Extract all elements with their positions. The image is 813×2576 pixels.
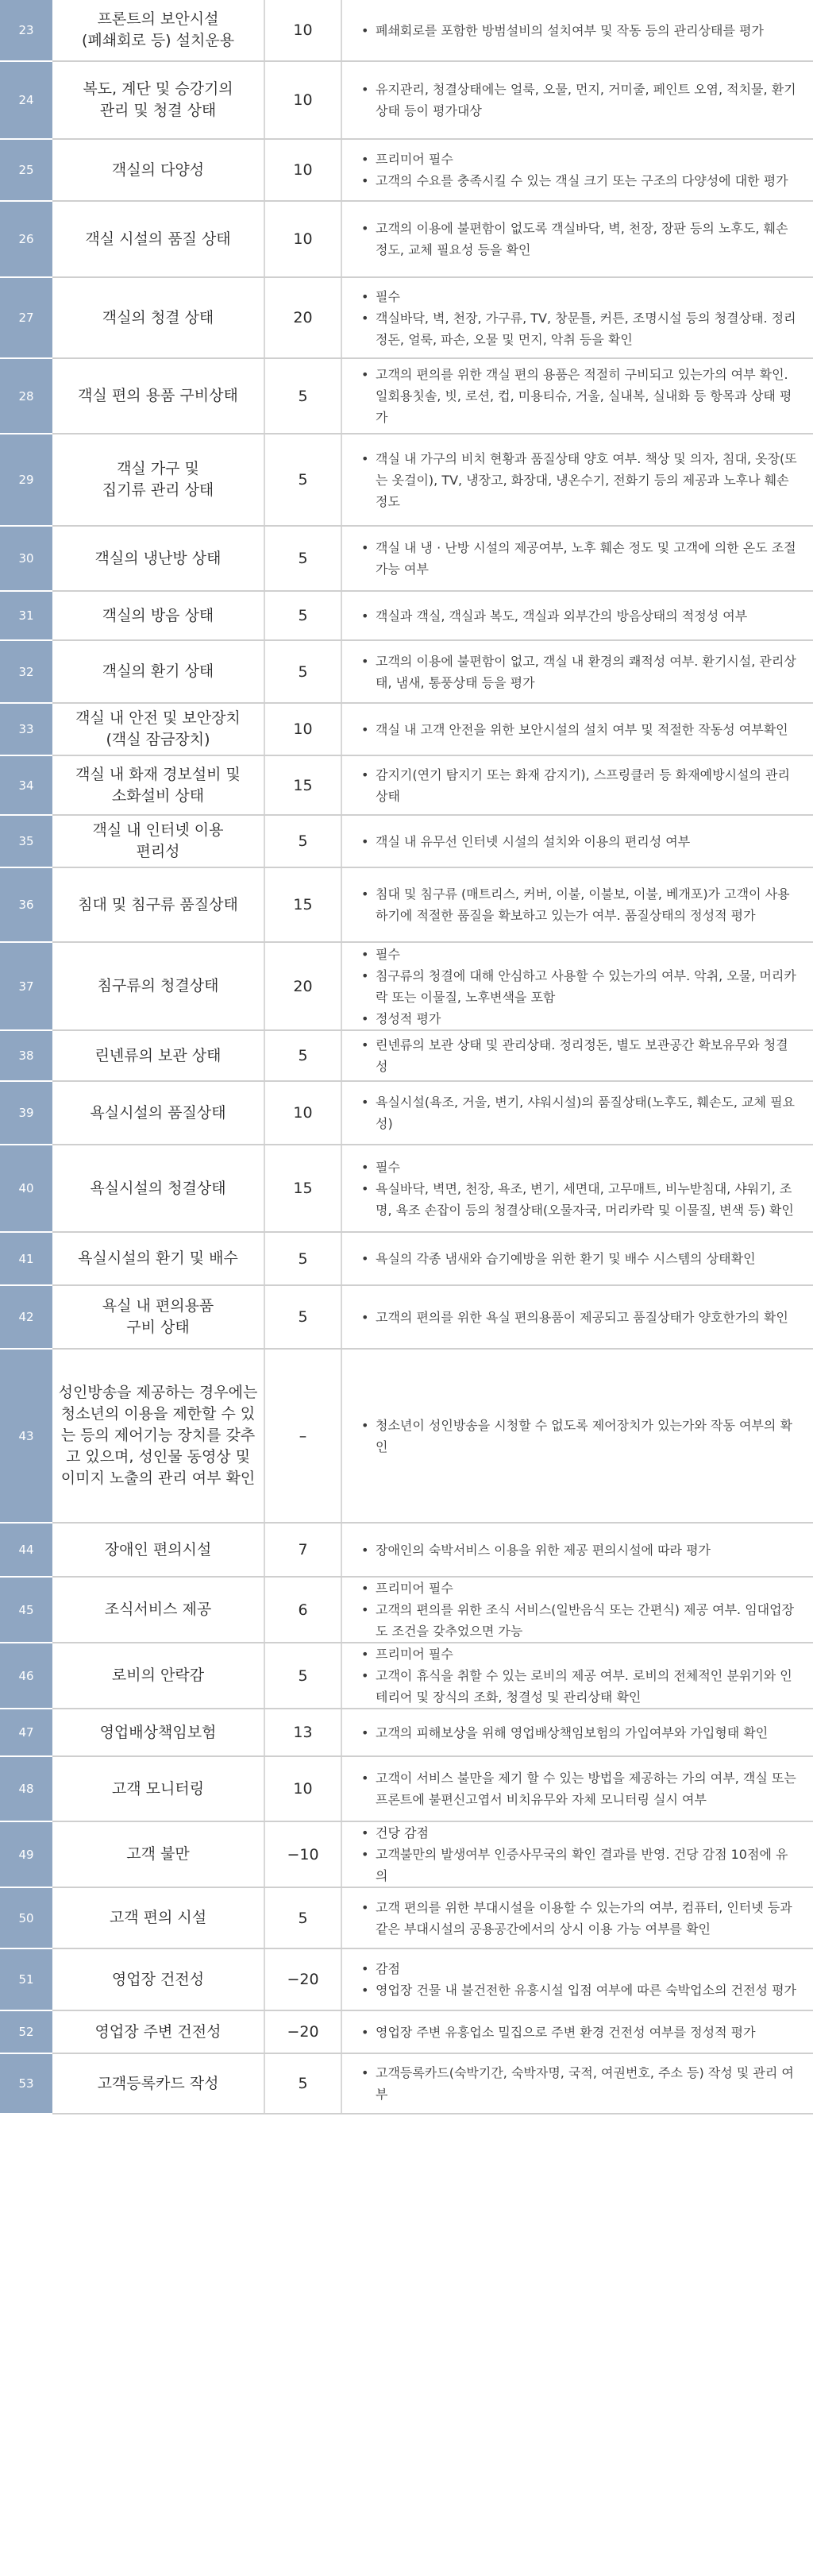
description-bullet: • 고객의 편의를 위한 욕실 편의용품이 제공되고 품질상태가 양호한가의 확인	[361, 1307, 799, 1328]
score-cell: 5	[264, 1643, 341, 1709]
description-bullet: • 프리미어 필수	[361, 1578, 799, 1599]
table-row	[0, 434, 813, 526]
evaluation-item-line: 객실의 다양성	[111, 160, 205, 179]
evaluation-item	[52, 0, 264, 61]
row-number: 50	[0, 1887, 52, 1948]
description-list	[361, 1415, 799, 1458]
evaluation-item-line: (객실 잠금장치)	[106, 731, 210, 748]
evaluation-description	[341, 1887, 813, 1948]
evaluation-item-line: 고객등록카드 작성	[97, 2074, 219, 2092]
evaluation-description	[341, 2053, 813, 2114]
description-bullet: • 유지관리, 청결상태에는 얼룩, 오물, 먼지, 거미줄, 페인트 오염, 적치물, 환기상태 등이 평가대상	[361, 79, 799, 122]
description-list	[361, 1248, 799, 1269]
evaluation-item	[52, 640, 264, 703]
description-list	[361, 149, 799, 191]
description-bullet: • 객실 내 고객 안전을 위한 보안시설의 설치 여부 및 적절한 작동성 여부확인	[361, 719, 799, 740]
evaluation-description	[341, 526, 813, 591]
evaluation-description	[341, 277, 813, 358]
evaluation-item-line: 객실의 방음 상태	[102, 606, 214, 624]
evaluation-item	[52, 703, 264, 755]
description-bullet: • 필수	[361, 944, 799, 965]
evaluation-item	[52, 1285, 264, 1349]
description-bullet: • 영업장 건물 내 불건전한 유흥시설 입점 여부에 따른 숙박업소의 건전성 평가	[361, 1979, 799, 2001]
row-number: 32	[0, 640, 52, 703]
row-number: 25	[0, 139, 52, 201]
evaluation-item	[52, 201, 264, 277]
score-cell: 5	[264, 526, 341, 591]
evaluation-item	[52, 358, 264, 434]
score-cell: 5	[264, 434, 341, 526]
evaluation-item	[52, 1821, 264, 1887]
score-cell: 6	[264, 1577, 341, 1643]
row-number: 41	[0, 1232, 52, 1285]
evaluation-description	[341, 1821, 813, 1887]
score-cell: 5	[264, 1285, 341, 1349]
table-row	[0, 1643, 813, 1709]
score-cell: 10	[264, 0, 341, 61]
row-number: 53	[0, 2053, 52, 2114]
row-number: 43	[0, 1349, 52, 1523]
evaluation-item-line: 객실 내 안전 및 보안장치	[75, 709, 241, 727]
evaluation-description	[341, 1523, 813, 1577]
row-number: 45	[0, 1577, 52, 1643]
table-row	[0, 1081, 813, 1145]
description-list	[361, 1539, 799, 1561]
evaluation-item	[52, 139, 264, 201]
description-list	[361, 1722, 799, 1744]
table-row	[0, 201, 813, 277]
evaluation-item-line: 복도, 계단 및 승강기의	[83, 80, 233, 98]
description-bullet: • 고객 편의를 위한 부대시설을 이용할 수 있는가의 여부, 컴퓨터, 인터넷 등과 같은 부대시설의 공용공간에서의 상시 이용 가능 여부를 확인	[361, 1897, 799, 1940]
description-list	[361, 20, 799, 41]
evaluation-item-line: 로비의 안락감	[111, 1666, 205, 1684]
evaluation-description	[341, 703, 813, 755]
description-list	[361, 218, 799, 261]
evaluation-item-line: 장애인 편의시설	[104, 1540, 212, 1558]
evaluation-item	[52, 867, 264, 942]
evaluation-item-line: 프론트의 보안시설	[97, 10, 219, 28]
score-cell: 5	[264, 815, 341, 867]
evaluation-item-line: 편리성	[136, 843, 180, 860]
evaluation-item-line: 객실 가구 및	[117, 460, 199, 477]
evaluation-item-line: 린넨류의 보관 상태	[94, 1046, 222, 1064]
score-cell: –	[264, 1349, 341, 1523]
table-row	[0, 277, 813, 358]
evaluation-item-line: 객실 시설의 품질 상태	[85, 230, 231, 248]
description-list	[361, 651, 799, 693]
score-cell: 5	[264, 1232, 341, 1285]
row-number: 51	[0, 1948, 52, 2010]
evaluation-item-line: 욕실시설의 품질상태	[90, 1103, 226, 1122]
evaluation-description	[341, 201, 813, 277]
description-bullet: • 고객등록카드(숙박기간, 숙박자명, 국적, 여권번호, 주소 등) 작성 및 관리 여부	[361, 2062, 799, 2105]
description-list	[361, 883, 799, 926]
description-bullet: • 프리미어 필수	[361, 149, 799, 170]
score-cell: 10	[264, 61, 341, 139]
score-cell: 15	[264, 755, 341, 815]
row-number: 24	[0, 61, 52, 139]
evaluation-item-line: 침구류의 청결상태	[97, 977, 219, 994]
evaluation-description	[341, 1577, 813, 1643]
table-row	[0, 358, 813, 434]
row-number: 37	[0, 942, 52, 1030]
table-row	[0, 1887, 813, 1948]
row-number: 28	[0, 358, 52, 434]
evaluation-description	[341, 358, 813, 434]
description-bullet: • 욕실시설(욕조, 거울, 변기, 샤워시설)의 품질상태(노후도, 훼손도, 교체 필요성)	[361, 1091, 799, 1134]
table-row	[0, 815, 813, 867]
score-cell: 15	[264, 1145, 341, 1232]
evaluation-description	[341, 867, 813, 942]
table-row	[0, 1577, 813, 1643]
evaluation-item-line: 객실 내 인터넷 이용	[92, 821, 224, 839]
evaluation-description	[341, 0, 813, 61]
description-bullet: • 욕실의 각종 냄새와 습기예방을 위한 환기 및 배수 시스템의 상태확인	[361, 1248, 799, 1269]
description-bullet: • 고객불만의 발생여부 인증사무국의 확인 결과를 반영. 건당 감점 10점에 유의	[361, 1844, 799, 1887]
description-bullet: • 장애인의 숙박서비스 이용을 위한 제공 편의시설에 따라 평가	[361, 1539, 799, 1561]
table-row	[0, 1232, 813, 1285]
evaluation-item	[52, 591, 264, 640]
description-list	[361, 1767, 799, 1810]
score-cell: 10	[264, 703, 341, 755]
table-row	[0, 755, 813, 815]
description-list	[361, 1157, 799, 1221]
description-list	[361, 1091, 799, 1134]
evaluation-description	[341, 1643, 813, 1709]
evaluation-item-line: 고객 편의 시설	[109, 1909, 207, 1926]
evaluation-item	[52, 526, 264, 591]
table-row	[0, 1285, 813, 1349]
description-bullet: • 고객이 휴식을 취할 수 있는 로비의 제공 여부. 로비의 전체적인 분위기와 인테리어 및 장식의 조화, 청결성 및 관리상태 확인	[361, 1665, 799, 1708]
score-cell: 5	[264, 640, 341, 703]
row-number: 39	[0, 1081, 52, 1145]
description-list	[361, 831, 799, 852]
table-row	[0, 1145, 813, 1232]
description-list	[361, 1034, 799, 1077]
row-number: 36	[0, 867, 52, 942]
row-number: 23	[0, 0, 52, 61]
table-row	[0, 1709, 813, 1756]
evaluation-item	[52, 1349, 264, 1523]
score-cell: 10	[264, 201, 341, 277]
score-cell: 5	[264, 358, 341, 434]
description-bullet: • 린넨류의 보관 상태 및 관리상태. 정리정돈, 별도 보관공간 확보유무와 청결성	[361, 1034, 799, 1077]
description-list	[361, 79, 799, 122]
row-number: 42	[0, 1285, 52, 1349]
evaluation-item-line: 소화설비 상태	[111, 786, 205, 805]
row-number: 44	[0, 1523, 52, 1577]
description-list	[361, 1897, 799, 1940]
description-list	[361, 2062, 799, 2105]
evaluation-item-line: 성인방송을 제공하는 경우에는 청소년의 이용을 제한할 수 있는 등의 제어기능 장치를 갖추고 있으며, 성인물 동영상 및 이미지 노출의 관리 여부 확인	[58, 1384, 258, 1487]
score-cell: 20	[264, 277, 341, 358]
evaluation-item-line: 집기류 관리 상태	[102, 481, 214, 499]
score-cell: 10	[264, 1081, 341, 1145]
description-list	[361, 1822, 799, 1887]
evaluation-item	[52, 2053, 264, 2114]
score-cell: 5	[264, 1030, 341, 1081]
row-number: 29	[0, 434, 52, 526]
score-cell: 10	[264, 1756, 341, 1821]
evaluation-item-line: 조식서비스 제공	[104, 1601, 212, 1618]
evaluation-item	[52, 1030, 264, 1081]
score-cell: −20	[264, 1948, 341, 2010]
evaluation-item	[52, 942, 264, 1030]
description-list	[361, 1307, 799, 1328]
evaluation-item	[52, 1709, 264, 1756]
score-cell: −10	[264, 1821, 341, 1887]
evaluation-item-line: 영업배상책임보험	[99, 1723, 217, 1741]
table-row	[0, 2053, 813, 2114]
evaluation-description	[341, 139, 813, 201]
table-row	[0, 0, 813, 61]
row-number: 49	[0, 1821, 52, 1887]
description-bullet: • 객실과 객실, 객실과 복도, 객실과 외부간의 방음상태의 적정성 여부	[361, 605, 799, 627]
score-cell: −20	[264, 2010, 341, 2053]
row-number: 48	[0, 1756, 52, 1821]
description-bullet: • 프리미어 필수	[361, 1643, 799, 1665]
evaluation-description	[341, 1145, 813, 1232]
row-number: 40	[0, 1145, 52, 1232]
description-list	[361, 1958, 799, 2001]
description-list	[361, 764, 799, 807]
evaluation-item-line: 객실 내 화재 경보설비 및	[75, 765, 241, 783]
table-row	[0, 2010, 813, 2053]
table-row	[0, 526, 813, 591]
row-number: 47	[0, 1709, 52, 1756]
evaluation-item	[52, 277, 264, 358]
description-bullet: • 고객의 이용에 불편함이 없도록 객실바닥, 벽, 천장, 장판 등의 노후도, 훼손 정도, 교체 필요성 등을 확인	[361, 218, 799, 261]
evaluation-item-line: 고객 모니터링	[111, 1779, 205, 1798]
row-number: 27	[0, 277, 52, 358]
table-row	[0, 1030, 813, 1081]
description-list	[361, 448, 799, 512]
description-bullet: • 고객이 서비스 불만을 제기 할 수 있는 방법을 제공하는 가의 여부, 객실 또는 프론트에 불편신고엽서 비치유무와 자체 모니터링 실시 여부	[361, 1767, 799, 1810]
evaluation-item	[52, 1577, 264, 1643]
table-row	[0, 1349, 813, 1523]
description-bullet: • 필수	[361, 1157, 799, 1178]
evaluation-description	[341, 61, 813, 139]
description-bullet: • 고객의 피해보상을 위해 영업배상책임보험의 가입여부와 가입형태 확인	[361, 1722, 799, 1744]
description-bullet: • 침대 및 침구류 (매트리스, 커버, 이불, 이불보, 이불, 베개포)가 고객이 사용하기에 적절한 품질을 확보하고 있는가 여부. 품질상태의 정성적 평가	[361, 883, 799, 926]
row-number: 31	[0, 591, 52, 640]
row-number: 38	[0, 1030, 52, 1081]
evaluation-item-line: 영업장 주변 건전성	[94, 2022, 222, 2041]
description-list	[361, 286, 799, 350]
description-bullet: • 고객의 편의를 위한 객실 편의 용품은 적절히 구비되고 있는가의 여부 확인. 일회용칫솔, 빗, 로션, 컵, 미용티슈, 거울, 실내복, 실내화 등 항목과 상태 평가	[361, 364, 799, 428]
row-number: 35	[0, 815, 52, 867]
evaluation-item	[52, 2010, 264, 2053]
evaluation-item	[52, 1643, 264, 1709]
description-list	[361, 944, 799, 1029]
score-cell: 20	[264, 942, 341, 1030]
description-bullet: • 객실바닥, 벽, 천장, 가구류, TV, 창문틀, 커튼, 조명시설 등의 청결상태. 정리정돈, 얼룩, 파손, 오물 및 먼지, 악취 등을 확인	[361, 307, 799, 350]
table-row	[0, 703, 813, 755]
evaluation-item	[52, 434, 264, 526]
table-row	[0, 139, 813, 201]
description-bullet: • 건당 감점	[361, 1822, 799, 1844]
evaluation-item-line: 관리 및 청결 상태	[99, 102, 217, 119]
evaluation-item-line: 고객 불만	[126, 1845, 190, 1863]
evaluation-description	[341, 755, 813, 815]
description-bullet: • 정성적 평가	[361, 1008, 799, 1029]
evaluation-item	[52, 755, 264, 815]
evaluation-item-line: 영업장 건전성	[111, 1970, 205, 1988]
evaluation-description	[341, 1756, 813, 1821]
evaluation-description	[341, 434, 813, 526]
table-row	[0, 591, 813, 640]
table-row	[0, 640, 813, 703]
description-bullet: • 객실 내 유무선 인터넷 시설의 설치와 이용의 편리성 여부	[361, 831, 799, 852]
description-list	[361, 364, 799, 428]
description-list	[361, 1578, 799, 1642]
evaluation-description	[341, 2010, 813, 2053]
table-row	[0, 61, 813, 139]
table-row	[0, 867, 813, 942]
evaluation-item	[52, 815, 264, 867]
table-row	[0, 1821, 813, 1887]
evaluation-description	[341, 1232, 813, 1285]
score-cell: 13	[264, 1709, 341, 1756]
description-bullet: • 영업장 주변 유흥업소 밀집으로 주변 환경 건전성 여부를 정성적 평가	[361, 2022, 799, 2043]
table-row	[0, 1756, 813, 1821]
evaluation-item	[52, 61, 264, 139]
table-row	[0, 1523, 813, 1577]
table-row	[0, 1948, 813, 2010]
evaluation-item-line: 욕실 내 편의용품	[102, 1297, 214, 1315]
evaluation-item	[52, 1523, 264, 1577]
evaluation-description	[341, 1709, 813, 1756]
description-list	[361, 537, 799, 580]
row-number: 52	[0, 2010, 52, 2053]
description-bullet: • 침구류의 청결에 대해 안심하고 사용할 수 있는가의 여부. 악취, 오물, 머리카락 또는 이물질, 노후변색을 포함	[361, 965, 799, 1008]
score-cell: 5	[264, 2053, 341, 2114]
description-bullet: • 욕실바닥, 벽면, 천장, 욕조, 변기, 세면대, 고무매트, 비누받침대, 샤워기, 조명, 욕조 손잡이 등의 청결상태(오물자국, 머리카락 및 이물질, 변색 등) 확인	[361, 1178, 799, 1221]
description-bullet: • 필수	[361, 286, 799, 307]
score-cell: 15	[264, 867, 341, 942]
row-number: 26	[0, 201, 52, 277]
score-cell: 5	[264, 591, 341, 640]
description-list	[361, 605, 799, 627]
description-bullet: • 객실 내 가구의 비치 현황과 품질상태 양호 여부. 책상 및 의자, 침대, 옷장(또는 옷걸이), TV, 냉장고, 화장대, 냉온수기, 전화기 등의 제공과 노후나 훼손 정도	[361, 448, 799, 512]
description-bullet: • 감지기(연기 탐지기 또는 화재 감지기), 스프링클러 등 화재예방시설의 관리상태	[361, 764, 799, 807]
evaluation-item	[52, 1756, 264, 1821]
description-bullet: • 감점	[361, 1958, 799, 1979]
evaluation-item	[52, 1145, 264, 1232]
evaluation-description	[341, 591, 813, 640]
row-number: 34	[0, 755, 52, 815]
evaluation-item	[52, 1081, 264, 1145]
evaluation-description	[341, 1948, 813, 2010]
table-row	[0, 942, 813, 1030]
evaluation-description	[341, 1081, 813, 1145]
evaluation-description	[341, 1285, 813, 1349]
evaluation-description	[341, 815, 813, 867]
score-cell: 10	[264, 139, 341, 201]
evaluation-description	[341, 1030, 813, 1081]
evaluation-description	[341, 1349, 813, 1523]
evaluation-item-line: 침대 및 침구류 품질상태	[78, 895, 238, 913]
evaluation-item	[52, 1948, 264, 2010]
description-list	[361, 2022, 799, 2043]
score-cell: 7	[264, 1523, 341, 1577]
score-cell: 5	[264, 1887, 341, 1948]
evaluation-item-line: 객실의 냉난방 상태	[94, 549, 222, 567]
evaluation-item-line: 객실의 청결 상태	[102, 308, 214, 326]
evaluation-item	[52, 1232, 264, 1285]
description-bullet: • 고객의 수요를 충족시킬 수 있는 객실 크기 또는 구조의 다양성에 대한 평가	[361, 170, 799, 191]
description-bullet: • 고객의 이용에 불편함이 없고, 객실 내 환경의 쾌적성 여부. 환기시설, 관리상태, 냄새, 통풍상태 등을 평가	[361, 651, 799, 693]
evaluation-item-line: 객실 편의 용품 구비상태	[78, 387, 238, 404]
description-bullet: • 청소년이 성인방송을 시청할 수 없도록 제어장치가 있는가와 작동 여부의 확인	[361, 1415, 799, 1458]
description-bullet: • 폐쇄회로를 포함한 방범설비의 설치여부 및 작동 등의 관리상태를 평가	[361, 20, 799, 41]
row-number: 33	[0, 703, 52, 755]
description-list	[361, 719, 799, 740]
row-number: 46	[0, 1643, 52, 1709]
evaluation-item-line: 구비 상태	[126, 1319, 190, 1336]
row-number: 30	[0, 526, 52, 591]
evaluation-item-line: 욕실시설의 청결상태	[90, 1179, 226, 1197]
description-bullet: • 고객의 편의를 위한 조식 서비스(일반음식 또는 간편식) 제공 여부. 임대업장도 조건을 갖추었으면 가능	[361, 1599, 799, 1642]
description-list	[361, 1643, 799, 1708]
evaluation-description	[341, 942, 813, 1030]
evaluation-item-line: 객실의 환기 상태	[102, 662, 214, 680]
evaluation-item-line: (폐쇄회로 등) 설치운용	[81, 32, 235, 49]
description-bullet: • 객실 내 냉 · 난방 시설의 제공여부, 노후 훼손 정도 및 고객에 의한 온도 조절 가능 여부	[361, 537, 799, 580]
evaluation-description	[341, 640, 813, 703]
evaluation-item-line: 욕실시설의 환기 및 배수	[78, 1249, 238, 1267]
evaluation-item	[52, 1887, 264, 1948]
